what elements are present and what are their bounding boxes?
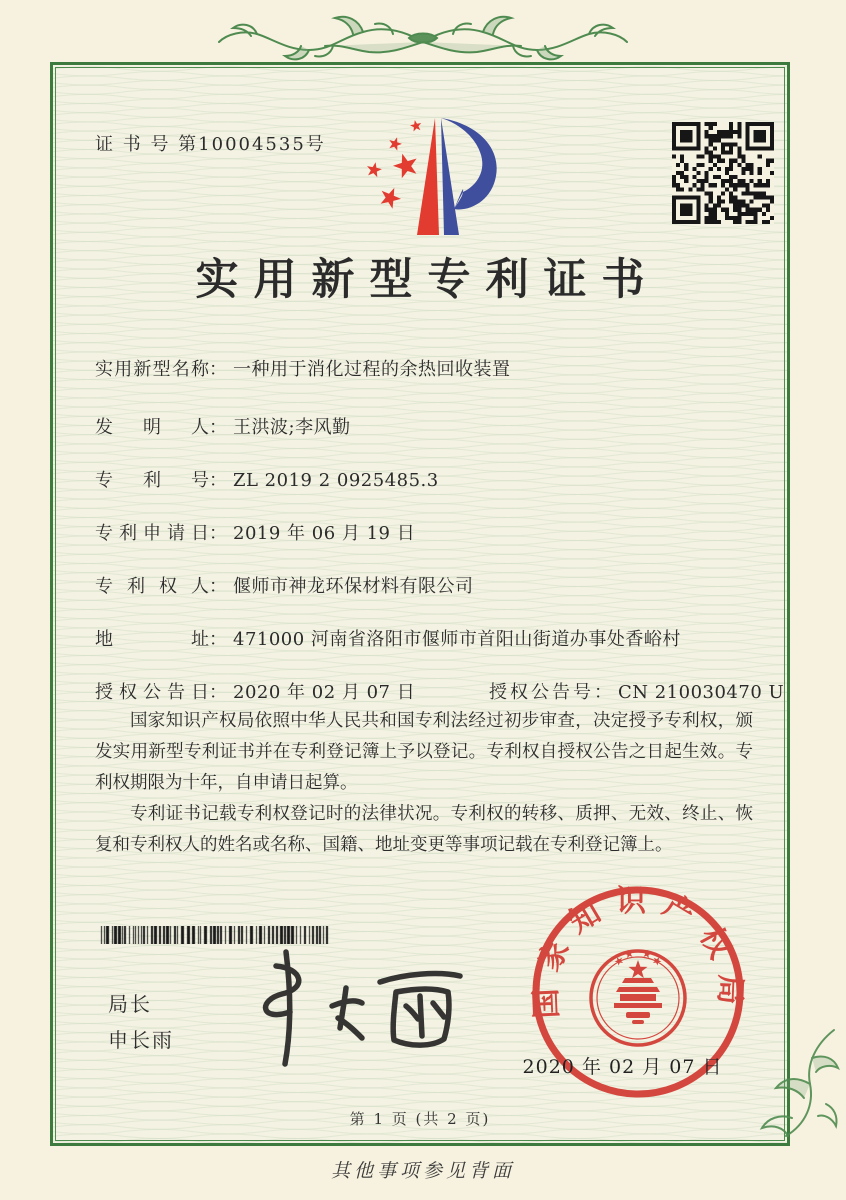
field-row-grant: 授权公告日： 2020 年 02 月 07 日 授权公告号： CN 210030470 U bbox=[95, 682, 785, 703]
field-label: 专利号 bbox=[95, 470, 209, 491]
certificate-fields bbox=[95, 358, 785, 734]
legal-text bbox=[95, 706, 753, 861]
certificate-number: 证 书 号 第10004535号 bbox=[95, 134, 326, 155]
field-row-filing-date: 专利申请日： 2019 年 06 月 19 日 bbox=[95, 523, 416, 544]
field-value-address: 471000 河南省洛阳市偃师市首阳山街道办事处香峪村 bbox=[233, 629, 681, 650]
field-label: 地址 bbox=[95, 629, 209, 650]
legal-paragraph-2: 专利证书记载专利权登记时的法律状况。专利权的转移、质押、无效、终止、恢复和专利权人的姓名或名称、国籍、地址变更等事项记载在专利登记簿上。 bbox=[95, 804, 753, 855]
field-value-utility-model-name: 一种用于消化过程的余热回收装置 bbox=[233, 359, 511, 380]
field-grant-number: 授权公告号： CN 210030470 U bbox=[488, 682, 785, 703]
field-label: 专利申请日 bbox=[95, 523, 209, 544]
official-name: 申长雨 bbox=[108, 1028, 174, 1052]
top-flourish-ornament-icon bbox=[213, 4, 633, 64]
field-row-patent-number: 专利号： ZL 2019 2 0925485.3 bbox=[95, 470, 439, 491]
back-note: 其他事项参见背面 bbox=[330, 1160, 515, 1182]
field-value-inventor: 王洪波;李风勤 bbox=[233, 417, 351, 438]
field-row-inventor: 发明人： 王洪波;李风勤 bbox=[95, 417, 351, 438]
field-label: 发明人 bbox=[95, 417, 209, 438]
field-value-filing-date: 2019 年 06 月 19 日 bbox=[233, 523, 416, 544]
field-label: 专利权人 bbox=[95, 576, 209, 597]
seal-date: 2020 年 02 月 07 日 bbox=[522, 1056, 723, 1078]
qr-code-icon bbox=[672, 122, 774, 224]
page-number: 第 1 页 (共 2 页) bbox=[349, 1110, 491, 1128]
field-row-address: 地址： 471000 河南省洛阳市偃师市首阳山街道办事处香峪村 bbox=[95, 629, 681, 650]
seal-text: 国家知识产权局 bbox=[528, 883, 748, 1020]
field-value-grant-date: 2020 年 02 月 07 日 bbox=[233, 682, 416, 703]
legal-paragraph-1: 国家知识产权局依照中华人民共和国专利法经过初步审查，决定授予专利权，颁发实用新型专利证书并在专利登记簿上予以登记。专利权自授权公告之日起生效。专利权期限为十年，自申请日起算。 bbox=[95, 711, 753, 793]
field-value-patentee: 偃师市神龙环保材料有限公司 bbox=[233, 576, 474, 597]
field-label: 授权公告号 bbox=[488, 682, 594, 703]
field-value-patent-number: ZL 2019 2 0925485.3 bbox=[233, 470, 439, 491]
national-emblem bbox=[591, 950, 685, 1045]
field-row-name: 实用新型名称： 一种用于消化过程的余热回收装置 bbox=[95, 359, 511, 380]
certificate-title: 实用新型专利证书 bbox=[195, 255, 660, 305]
signature-shen-changyu-icon bbox=[228, 944, 478, 1074]
field-value-grant-number: CN 210030470 U bbox=[617, 682, 785, 703]
barcode-icon bbox=[100, 926, 330, 944]
field-label: 授权公告日 bbox=[95, 682, 209, 703]
official-block bbox=[108, 994, 174, 1050]
field-label: 实用新型名称 bbox=[95, 359, 209, 380]
cnipa-logo-icon bbox=[338, 108, 508, 238]
field-row-patentee: 专利权人： 偃师市神龙环保材料有限公司 bbox=[95, 576, 474, 597]
official-position: 局长 bbox=[108, 992, 152, 1016]
